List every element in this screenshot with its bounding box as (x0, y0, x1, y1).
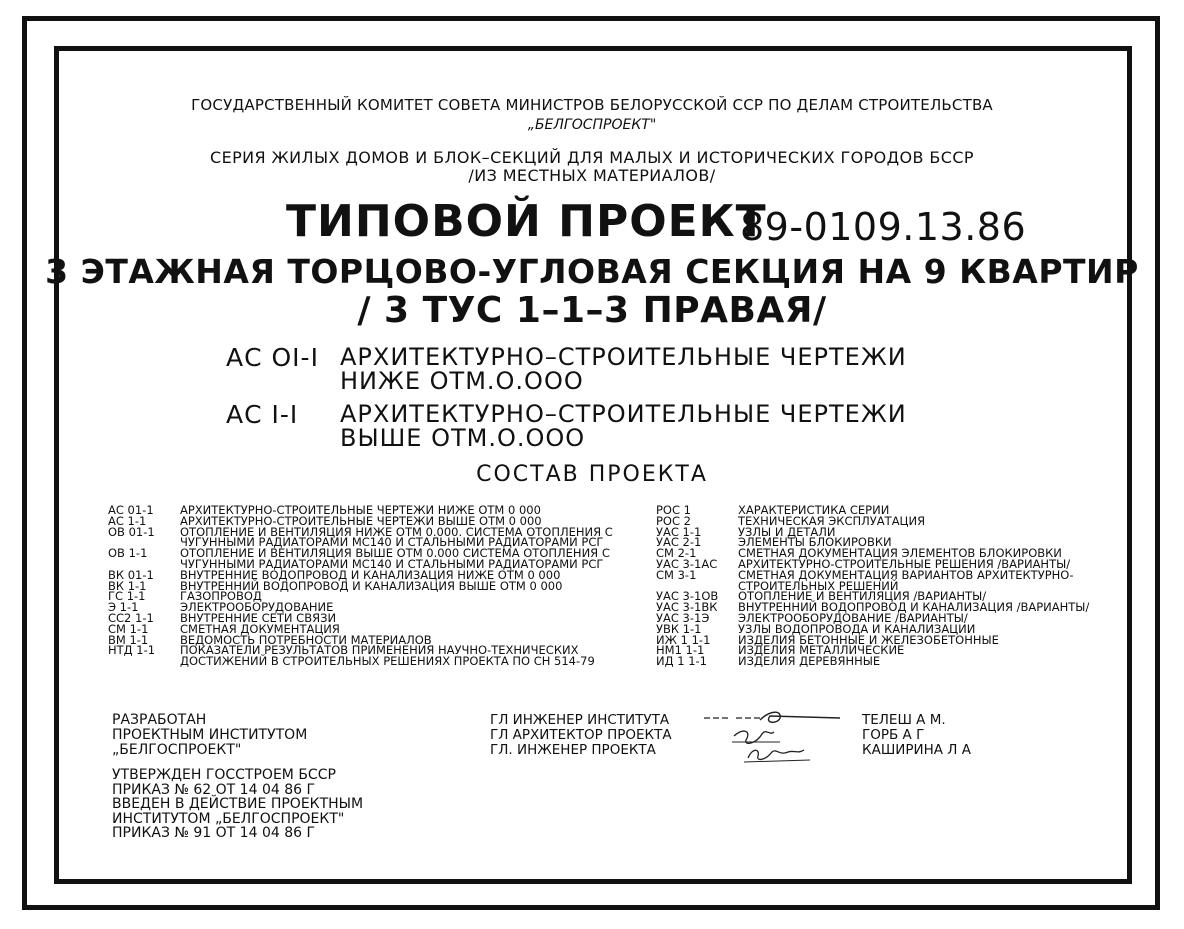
item-description: СМЕТНАЯ ДОКУМЕНТАЦИЯ ВАРИАНТОВ АРХИТЕКТУРНО- (738, 567, 1074, 582)
item-code: РОС 2 (656, 513, 691, 528)
item-description: ИЗДЕЛИЯ БЕТОННЫЕ И ЖЕЛЕЗОБЕТОННЫЕ (738, 632, 999, 647)
subtitle-section: 3 ЭТАЖНАЯ ТОРЦОВО-УГЛОВАЯ СЕКЦИЯ НА 9 КВАРТИР (45, 252, 1139, 291)
subtitle-variant: / 3 ТУС 1–1–3 ПРАВАЯ/ (357, 290, 827, 331)
signature-marks (700, 706, 860, 770)
signatory-name: ТЕЛЕШ А М. (862, 712, 946, 728)
signatory-role: ГЛ АРХИТЕКТОР ПРОЕКТА (490, 727, 672, 743)
developer-line: РАЗРАБОТАН (112, 712, 207, 728)
item-description: АРХИТЕКТУРНО-СТРОИТЕЛЬНЫЕ РЕШЕНИЯ /ВАРИАНТЫ/ (738, 556, 1071, 571)
contents-left-list (108, 505, 613, 667)
item-code: ГС 1-1 (108, 589, 146, 604)
signatory-roles (490, 713, 672, 758)
item-description: ХАРАКТЕРИСТИКА СЕРИИ (738, 503, 890, 517)
item-code: УАС 3-1Э (656, 610, 710, 625)
item-description: ПОКАЗАТЕЛИ РЕЗУЛЬТАТОВ ПРИМЕНЕНИЯ НАУЧНО-ТЕХНИЧЕСКИХ (180, 643, 579, 658)
sheet-title-1: АРХИТЕКТУРНО–СТРОИТЕЛЬНЫЕ ЧЕРТЕЖИ (340, 343, 907, 371)
item-description: ИЗДЕЛИЯ ДЕРЕВЯННЫЕ (738, 654, 881, 669)
item-code: ОВ 1-1 (108, 546, 148, 561)
project-number: 89-0109.13.86 (740, 205, 1027, 249)
document-title: ТИПОВОЙ ПРОЕКТ (286, 196, 767, 247)
item-code (108, 656, 180, 667)
signatory-names (862, 713, 971, 758)
signatory-role: ГЛ. ИНЖЕНЕР ПРОЕКТА (490, 742, 656, 758)
approval-block (112, 768, 363, 841)
approval-order-1: ПРИКАЗ № 62 ОТ 14 04 86 Г (112, 781, 316, 798)
item-code: ВМ 1-1 (108, 632, 149, 647)
signatory-name: ГОРБ А Г (862, 727, 925, 743)
item-description: АРХИТЕКТУРНО-СТРОИТЕЛЬНЫЕ ЧЕРТЕЖИ НИЖЕ ОТМ 0 000 (180, 503, 541, 517)
item-code: СМ 1-1 (108, 621, 149, 636)
series-line-1: СЕРИЯ ЖИЛЫХ ДОМОВ И БЛОК–СЕКЦИЙ ДЛЯ МАЛЫХ И ИСТОРИЧЕСКИХ ГОРОДОВ БССР (210, 148, 974, 167)
item-code: ВК 01-1 (108, 567, 154, 582)
list-item (656, 656, 1089, 667)
item-code: РОС 1 (656, 503, 691, 517)
item-description: СТРОИТЕЛЬНЫХ РЕШЕНИЙ (738, 578, 899, 593)
list-item (656, 513, 1089, 528)
item-description: ВНУТРЕННИЙ ВОДОПРОВОД И КАНАЛИЗАЦИЯ ВЫШЕ ОТМ 0 000 (180, 578, 563, 593)
item-description: ГАЗОПРОВОД (180, 589, 262, 604)
item-code: УАС 3-1ВК (656, 600, 718, 615)
approval-order-2: ПРИКАЗ № 91 ОТ 14 04 86 Г (112, 825, 316, 841)
item-description: ВЕДОМОСТЬ ПОТРЕБНОСТИ МАТЕРИАЛОВ (180, 632, 432, 647)
sheet-code-2: АС I-I (226, 400, 299, 429)
item-description: ВНУТРЕННИЕ ВОДОПРОВОД И КАНАЛИЗАЦИЯ НИЖЕ ОТМ 0 000 (180, 567, 561, 582)
item-code: СС2 1-1 (108, 610, 154, 625)
item-description: СМЕТНАЯ ДОКУМЕНТАЦИЯ (180, 621, 340, 636)
item-description: ДОСТИЖЕНИЙ В СТРОИТЕЛЬНЫХ РЕШЕНИЯХ ПРОЕКТА ПО СН 514-79 (180, 654, 595, 669)
approval-line: УТВЕРЖДЕН ГОССТРОЕМ БССР (112, 767, 336, 783)
item-code: УАС 3-1АС (656, 556, 718, 571)
committee-header: ГОСУДАРСТВЕННЫЙ КОМИТЕТ СОВЕТА МИНИСТРОВ БЕЛОРУССКОЙ ССР ПО ДЕЛАМ СТРОИТЕЛЬСТВА (191, 96, 993, 114)
developer-line: ПРОЕКТНЫМ ИНСТИТУТОМ (112, 727, 308, 743)
item-code: НТД 1-1 (108, 643, 156, 658)
signatory-role: ГЛ ИНЖЕНЕР ИНСТИТУТА (490, 712, 670, 728)
item-code: СМ 3-1 (656, 567, 697, 582)
sheet-subtitle-1: НИЖЕ ОТМ.О.ООО (340, 367, 584, 395)
sheet-code-1: АС ОI-I (226, 343, 319, 372)
organization-name: „БЕЛГОСПРОЕКТ" (527, 117, 657, 133)
item-code: НМ1 1-1 (656, 643, 705, 658)
item-code: Э 1-1 (108, 600, 139, 615)
item-code: ОВ 01-1 (108, 524, 155, 539)
item-description: ЭЛЕМЕНТЫ БЛОКИРОВКИ (738, 535, 892, 550)
item-code: УАС 3-1ОВ (656, 589, 719, 604)
item-code: ИЖ 1 1-1 (656, 632, 711, 647)
developer-block (112, 713, 307, 758)
item-code: УАС 2-1 (656, 535, 702, 550)
item-description: ИЗДЕЛИЯ МЕТАЛЛИЧЕСКИЕ (738, 643, 905, 658)
item-description: ОТОПЛЕНИЕ И ВЕНТИЛЯЦИЯ /ВАРИАНТЫ/ (738, 589, 987, 604)
sheet-subtitle-2: ВЫШЕ ОТМ.О.ООО (340, 424, 586, 452)
item-description: УЗЛЫ ВОДОПРОВОДА И КАНАЛИЗАЦИИ (738, 621, 976, 636)
item-code: АС 1-1 (108, 513, 147, 528)
item-description: ОТОПЛЕНИЕ И ВЕНТИЛЯЦИЯ НИЖЕ ОТМ 0.000. СИСТЕМА ОТОПЛЕНИЯ С (180, 524, 613, 539)
item-code: СМ 2-1 (656, 546, 697, 561)
item-code: УАС 1-1 (656, 524, 702, 539)
item-code: АС 01-1 (108, 503, 154, 517)
item-description: ЭЛЕКТРООБОРУДОВАНИЕ /ВАРИАНТЫ/ (738, 610, 968, 625)
item-code: ВК 1-1 (108, 578, 147, 593)
developer-line: „БЕЛГОСПРОЕКТ" (112, 742, 242, 758)
item-code: ИД 1 1-1 (656, 654, 707, 669)
item-description: УЗЛЫ И ДЕТАЛИ (738, 524, 836, 539)
approval-line: ВВЕДЕН В ДЕЙСТВИЕ ПРОЕКТНЫМ (112, 796, 364, 812)
item-description: СМЕТНАЯ ДОКУМЕНТАЦИЯ ЭЛЕМЕНТОВ БЛОКИРОВКИ (738, 546, 1062, 561)
approval-line: ИНСТИТУТОМ „БЕЛГОСПРОЕКТ" (112, 810, 345, 827)
sheet-title-2: АРХИТЕКТУРНО–СТРОИТЕЛЬНЫЕ ЧЕРТЕЖИ (340, 400, 907, 428)
item-description: ВНУТРЕННИЙ ВОДОПРОВОД И КАНАЛИЗАЦИЯ /ВАРИАНТЫ/ (738, 600, 1090, 615)
signatory-name: КАШИРИНА Л А (862, 742, 971, 758)
series-line-2: /ИЗ МЕСТНЫХ МАТЕРИАЛОВ/ (468, 166, 716, 185)
contents-right-list (656, 505, 1089, 667)
item-description: ВНУТРЕННИЕ СЕТИ СВЯЗИ (180, 610, 337, 625)
list-item (108, 656, 613, 667)
item-description: ЧУГУННЫМИ РАДИАТОРАМИ МС140 И СТАЛЬНЫМИ РАДИАТОРАМИ РСГ (180, 556, 604, 571)
item-description: ТЕХНИЧЕСКАЯ ЭКСПЛУАТАЦИЯ (738, 513, 926, 528)
item-description: ЭЛЕКТРООБОРУДОВАНИЕ (180, 600, 334, 615)
sostav-title: СОСТАВ ПРОЕКТА (476, 462, 708, 487)
item-description: АРХИТЕКТУРНО-СТРОИТЕЛЬНЫЕ ЧЕРТЕЖИ ВЫШЕ ОТМ 0 000 (180, 513, 542, 528)
item-description: ЧУГУННЫМИ РАДИАТОРАМИ МС140 И СТАЛЬНЫМИ РАДИАТОРАМИ РСГ (180, 535, 604, 550)
item-code: УВК 1-1 (656, 621, 702, 636)
item-description: ОТОПЛЕНИЕ И ВЕНТИЛЯЦИЯ ВЫШЕ ОТМ 0.000 СИСТЕМА ОТОПЛЕНИЯ С (180, 546, 610, 561)
